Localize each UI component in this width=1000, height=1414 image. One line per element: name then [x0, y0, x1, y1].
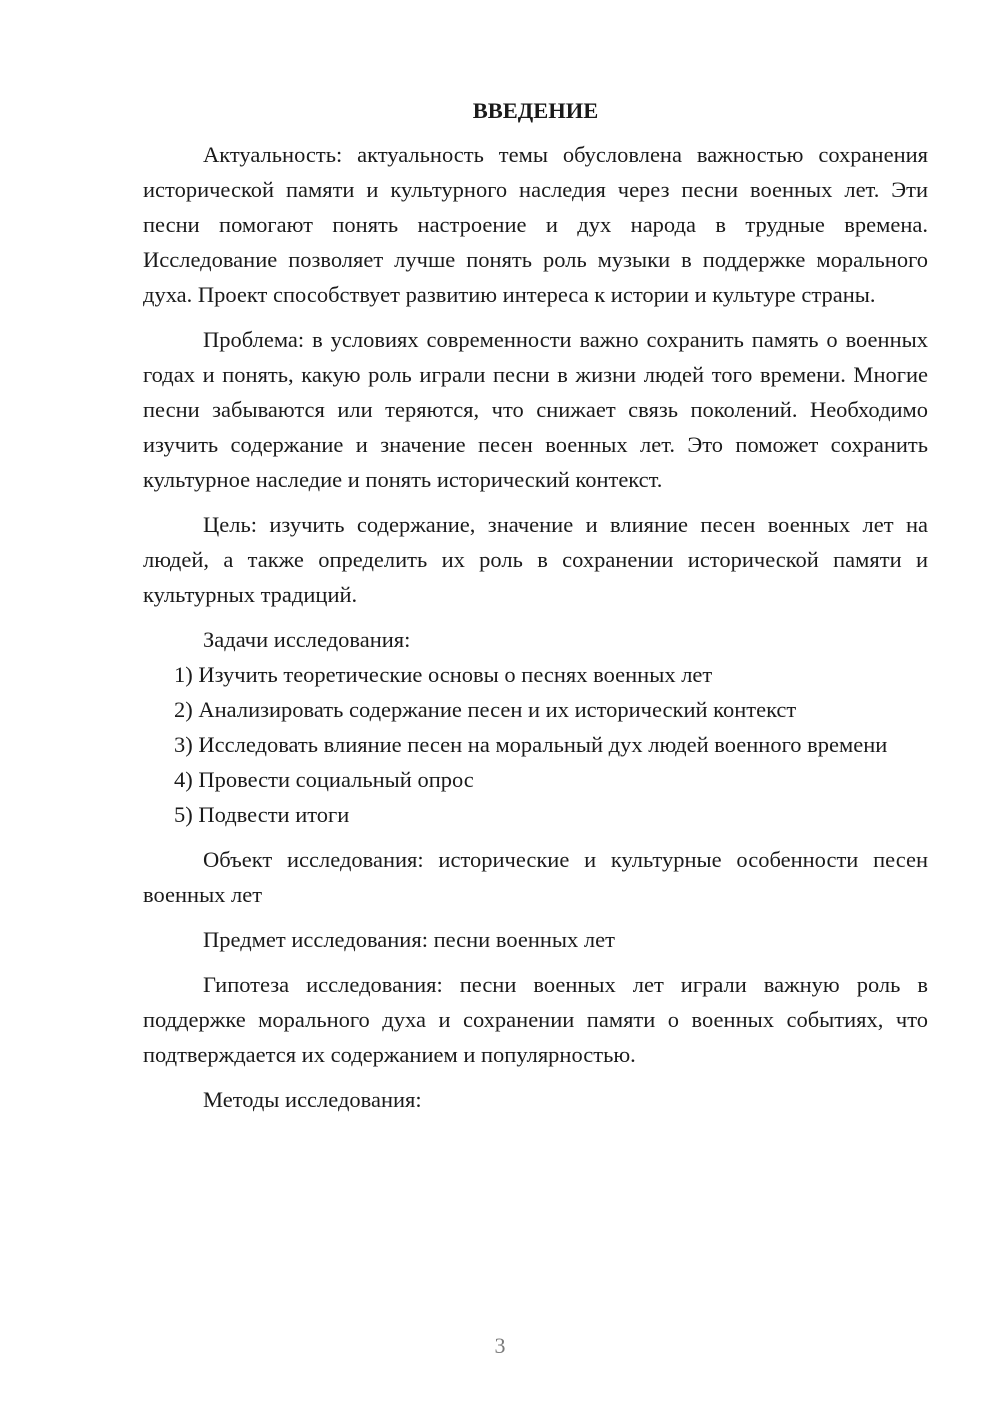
hypothesis-paragraph: Гипотеза исследования: песни военных лет играли важную роль в поддержке морального духа и сохранении памяти о военных событиях, что подтверждается их содержанием и популярностью.: [143, 972, 928, 1067]
task-item-4: 4) Провести социальный опрос: [174, 767, 474, 792]
goal-paragraph: Цель: изучить содержание, значение и влияние песен военных лет на людей, а также определить их роль в сохранении исторической памяти и культурных традиций.: [143, 512, 928, 607]
task-item-1: 1) Изучить теоретические основы о песнях военных лет: [174, 662, 713, 687]
tasks-title: Задачи исследования:: [203, 627, 411, 652]
task-item-5: 5) Подвести итоги: [174, 802, 350, 827]
task-item-3: 3) Исследовать влияние песен на моральный дух людей военного времени: [174, 732, 888, 757]
tasks-list: [143, 657, 928, 832]
subject-paragraph: Предмет исследования: песни военных лет: [203, 927, 615, 952]
problem-paragraph: Проблема: в условиях современности важно сохранить память о военных годах и понять, какую роль играли песни в жизни людей того времени. Многие песни забываются или теряются, что снижает связь поколений. Необходимо изучить содержание и значение песен военных лет. Это поможет сохранить культурное наследие и понять исторический контекст.: [143, 327, 928, 492]
task-item-2: 2) Анализировать содержание песен и их исторический контекст: [174, 697, 797, 722]
object-paragraph: Объект исследования: исторические и культурные особенности песен военных лет: [143, 847, 928, 907]
page-content: [143, 94, 928, 1117]
methods-title: Методы исследования:: [203, 1087, 422, 1112]
relevance-paragraph: Актуальность: актуальность темы обусловлена важностью сохранения исторической памяти и культурного наследия через песни военных лет. Эти песни помогают понять настроение и дух народа в трудные времена. Исследование позволяет лучше понять роль музыки в поддержке морального духа. Проект способствует развитию интереса к истории и культуре страны.: [143, 142, 928, 307]
page-number: 3: [494, 1333, 506, 1358]
page-title: ВВЕДЕНИЕ: [472, 98, 599, 123]
